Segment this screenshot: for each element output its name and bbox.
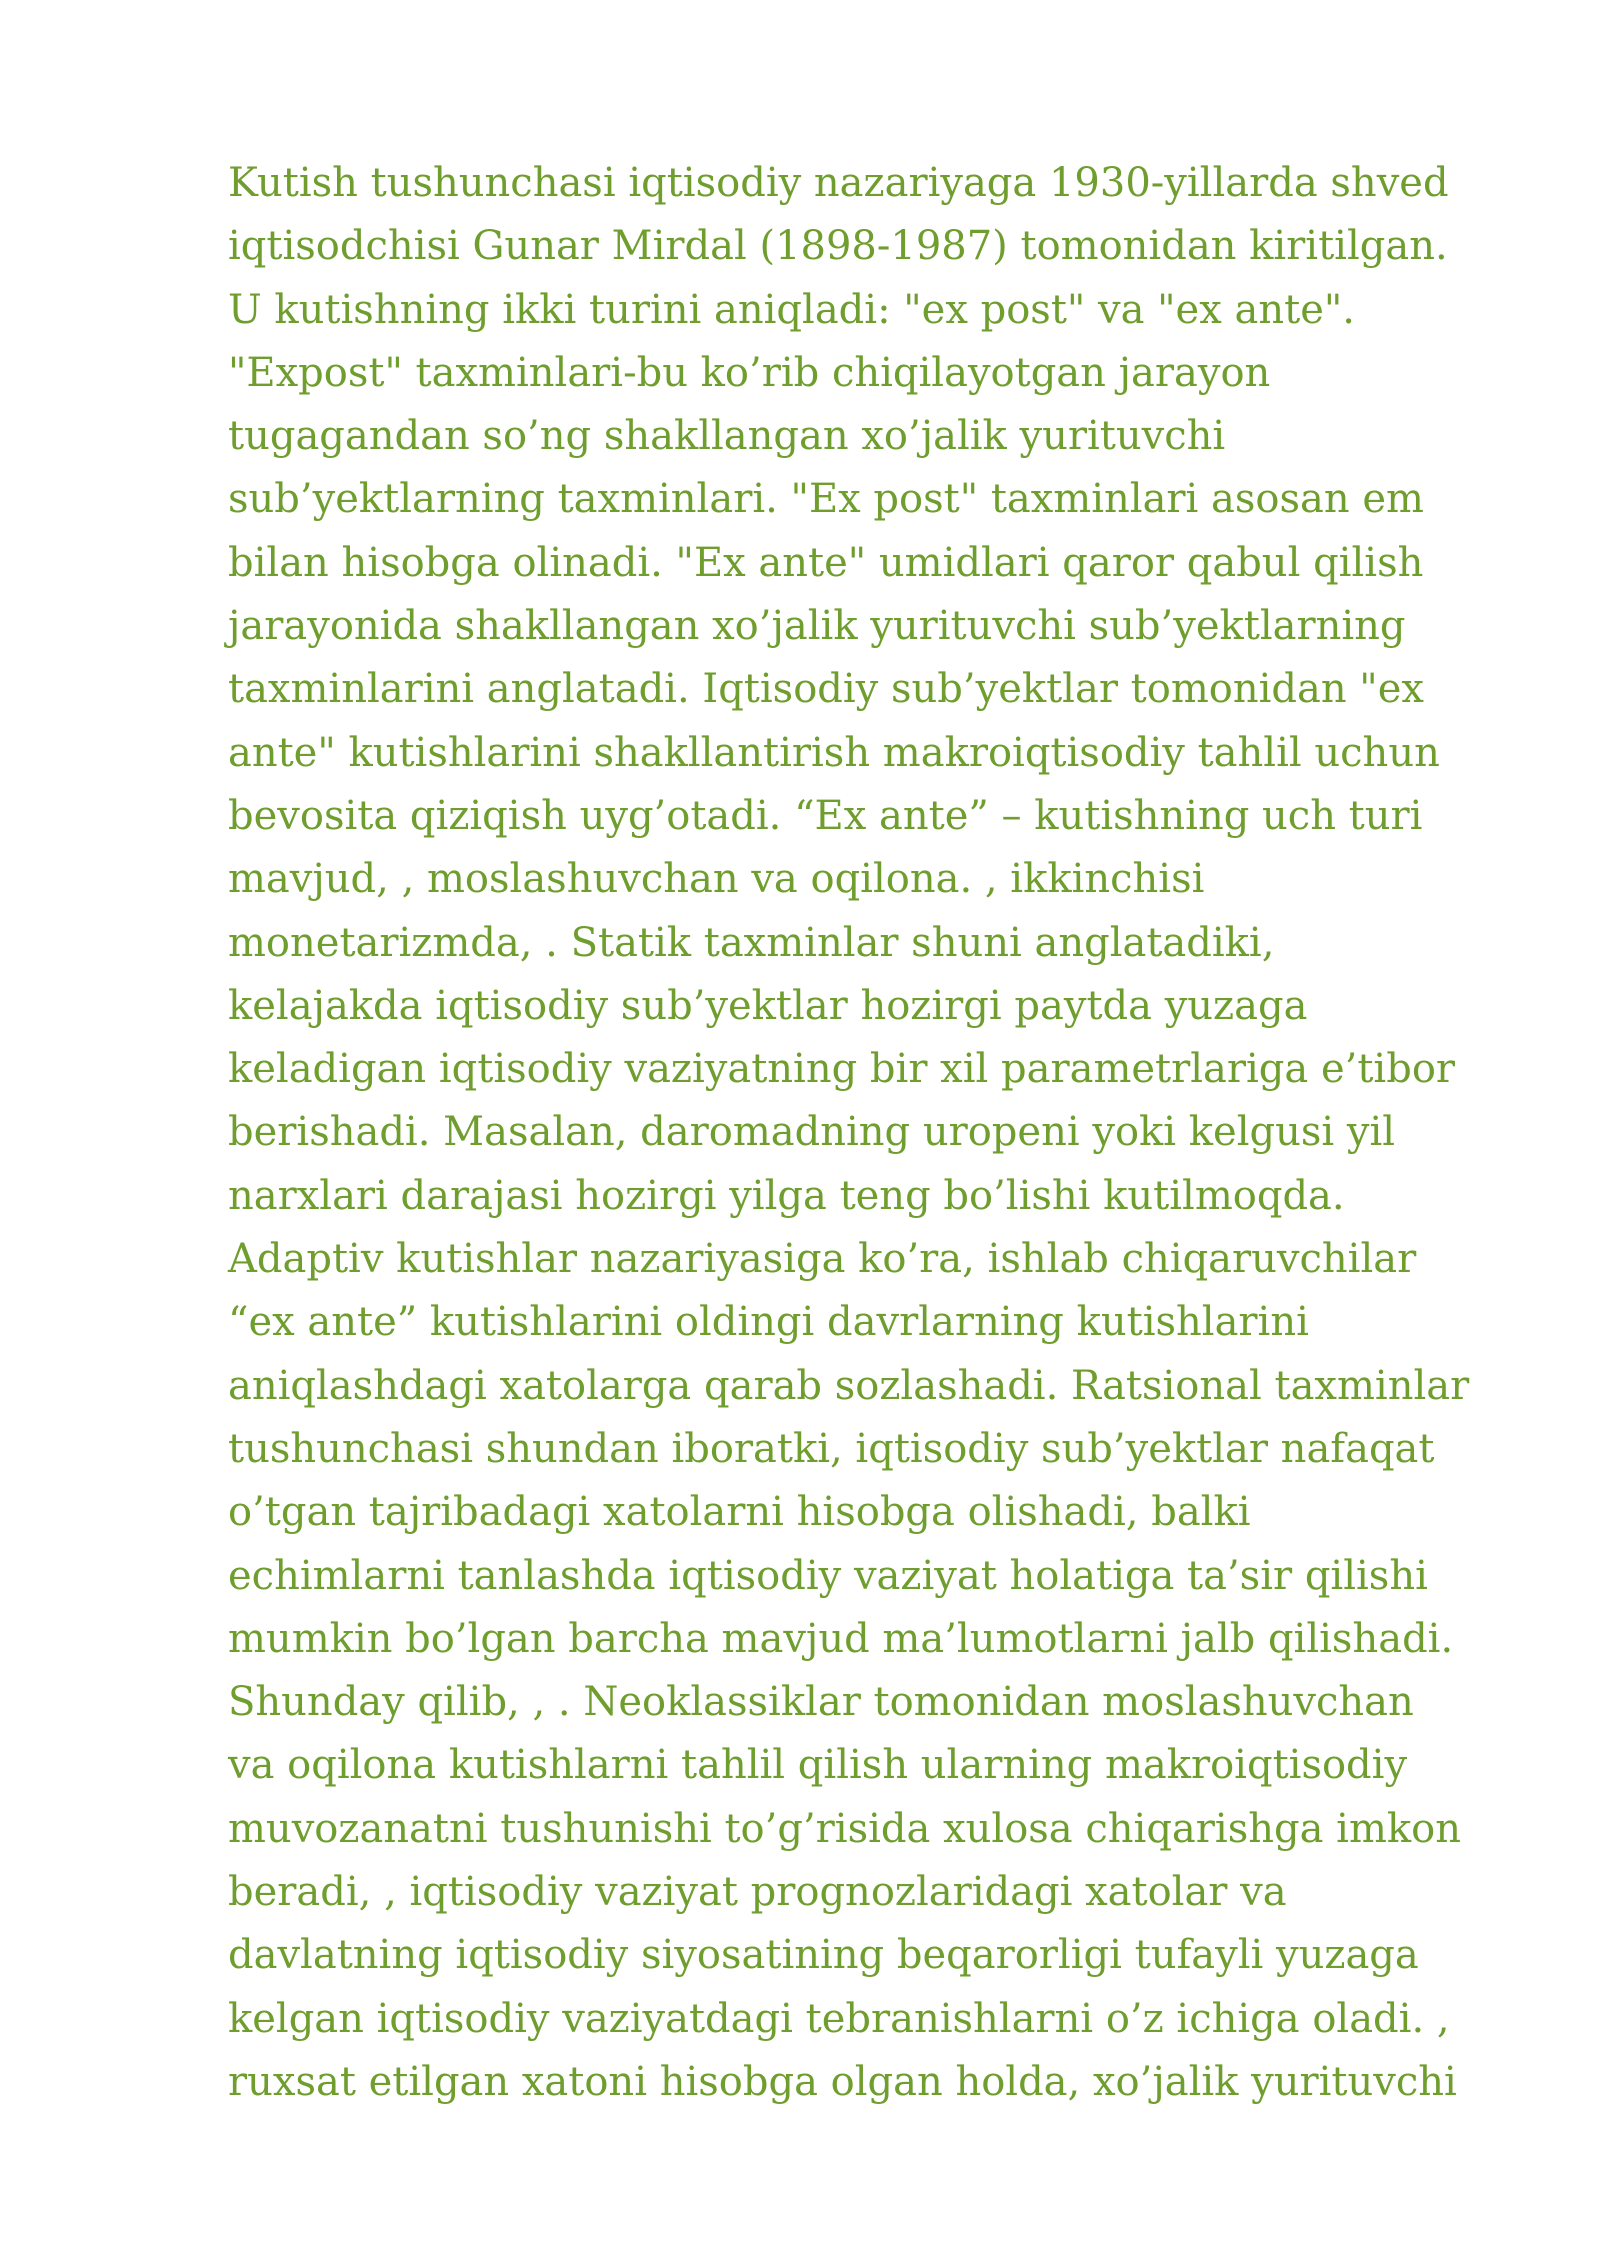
- text-line: narxlari darajasi hozirgi yilga teng bo’lishi kutilmoqda.: [228, 1172, 1345, 1219]
- text-line: "Expost" taxminlari-bu ko’rib chiqilayotgan jarayon: [228, 349, 1271, 396]
- text-line: mavjud, , moslashuvchan va oqilona. , ikkinchisi: [228, 856, 1205, 903]
- text-line: beradi, , iqtisodiy vaziyat prognozlaridagi xatolar va: [228, 1869, 1287, 1916]
- text-line: taxminlarini anglatadi. Iqtisodiy sub’yektlar tomonidan "ex: [228, 666, 1424, 713]
- text-line: mumkin bo’lgan barcha mavjud ma’lumotlarni jalb qilishadi.: [228, 1615, 1454, 1662]
- text-line: echimlarni tanlashda iqtisodiy vaziyat holatiga ta’sir qilishi: [228, 1552, 1428, 1599]
- text-line: va oqilona kutishlarni tahlil qilish ularning makroiqtisodiy: [228, 1742, 1408, 1789]
- text-line: bevosita qiziqish uyg’otadi. “Ex ante” – kutishning uch turi: [228, 792, 1423, 839]
- body-paragraph: [228, 152, 1528, 2114]
- text-line: bilan hisobga olinadi. "Ex ante" umidlari qaror qabul qilish: [228, 539, 1424, 586]
- text-line: ruxsat etilgan xatoni hisobga olgan holda, xo’jalik yurituvchi: [228, 2058, 1457, 2105]
- text-line: aniqlashdagi xatolarga qarab sozlashadi. Ratsional taxminlar: [228, 1362, 1470, 1409]
- text-line: tugagandan so’ng shakllangan xo’jalik yurituvchi: [228, 413, 1226, 460]
- text-line: kelgan iqtisodiy vaziyatdagi tebranishlarni o’z ichiga oladi. ,: [228, 1995, 1450, 2042]
- text-line: keladigan iqtisodiy vaziyatning bir xil parametrlariga e’tibor: [228, 1046, 1456, 1093]
- text-line: sub’yektlarning taxminlari. "Ex post" taxminlari asosan em: [228, 476, 1424, 523]
- text-line: o’tgan tajribadagi xatolarni hisobga olishadi, balki: [228, 1489, 1251, 1536]
- text-line: berishadi. Masalan, daromadning uropeni yoki kelgusi yil: [228, 1109, 1396, 1156]
- text-line: U kutishning ikki turini aniqladi: "ex post" va "ex ante".: [228, 286, 1355, 333]
- text-line: monetarizmda, . Statik taxminlar shuni anglatadiki,: [228, 919, 1275, 966]
- text-line: Shunday qilib, , . Neoklassiklar tomonidan moslashuvchan: [228, 1679, 1414, 1726]
- text-line: Adaptiv kutishlar nazariyasiga ko’ra, ishlab chiqaruvchilar: [228, 1236, 1417, 1283]
- text-line: iqtisodchisi Gunar Mirdal (1898-1987) tomonidan kiritilgan.: [228, 223, 1448, 270]
- text-line: tushunchasi shundan iboratki, iqtisodiy sub’yektlar nafaqat: [228, 1425, 1435, 1472]
- text-line: davlatning iqtisodiy siyosatining beqarorligi tufayli yuzaga: [228, 1932, 1419, 1979]
- text-line: kelajakda iqtisodiy sub’yektlar hozirgi paytda yuzaga: [228, 982, 1308, 1029]
- text-line: Kutish tushunchasi iqtisodiy nazariyaga 1930-yillarda shved: [228, 160, 1449, 206]
- text-line: muvozanatni tushunishi to’g’risida xulosa chiqarishga imkon: [228, 1805, 1461, 1852]
- text-line: ante" kutishlarini shakllantirish makroiqtisodiy tahlil uchun: [228, 729, 1440, 776]
- text-line: “ex ante” kutishlarini oldingi davrlarning kutishlarini: [228, 1299, 1309, 1346]
- text-line: jarayonida shakllangan xo’jalik yurituvchi sub’yektlarning: [228, 603, 1406, 650]
